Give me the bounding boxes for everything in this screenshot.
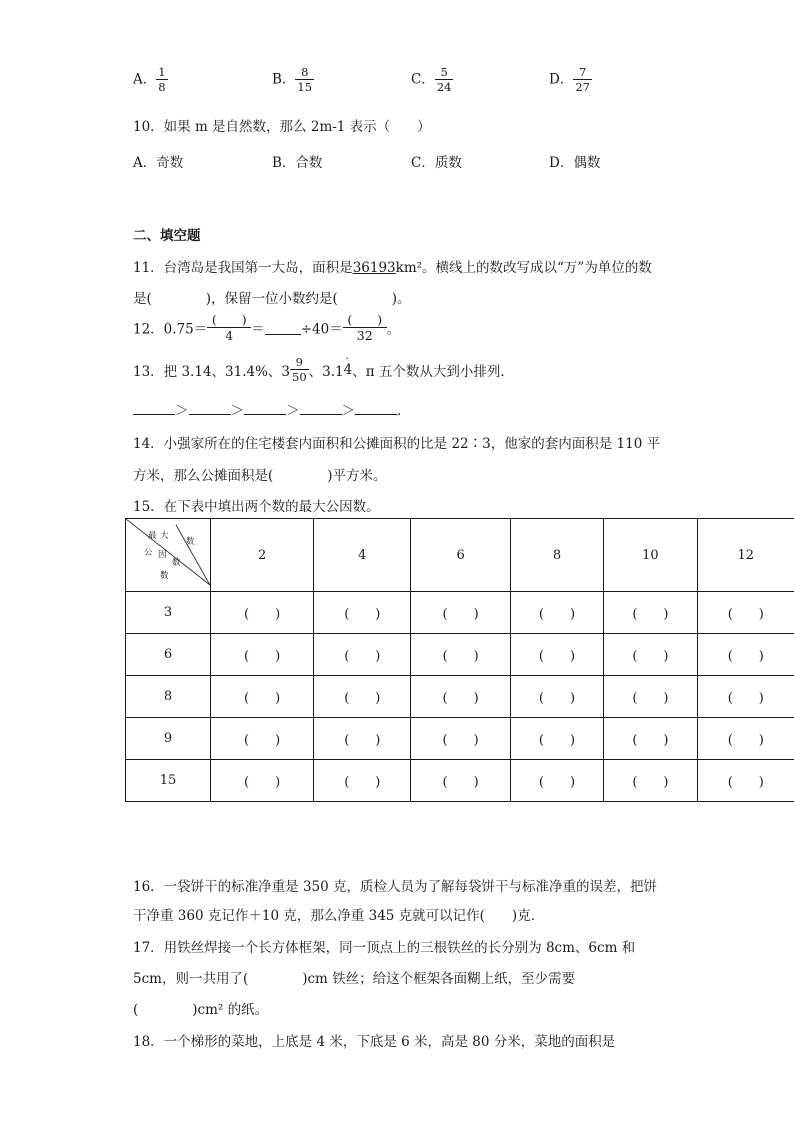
column-header: 2 <box>211 519 314 592</box>
answer-cell[interactable]: ( ) <box>697 760 794 802</box>
answer-cell[interactable]: ( ) <box>314 634 411 676</box>
table-row <box>126 634 794 676</box>
answer-cell[interactable]: ( ) <box>604 634 697 676</box>
answer-cell[interactable]: ( ) <box>314 676 411 718</box>
answer-cell[interactable]: ( ) <box>697 592 794 634</box>
answer-cell[interactable]: ( ) <box>211 634 314 676</box>
section-title: 二、填空题 <box>133 228 201 244</box>
table-row <box>126 760 794 802</box>
row-header: 15 <box>126 760 211 802</box>
fraction: $\frac{7}{27}$ <box>575 65 590 95</box>
answer-cell[interactable]: ( ) <box>211 760 314 802</box>
answer-blank <box>244 400 286 415</box>
q11-line2: 是( )，保留一位小数约是( )。 <box>133 291 411 307</box>
row-header: 8 <box>126 676 211 718</box>
q18-line1: 18．一个梯形的菜地，上底是 4 米，下底是 6 米，高是 80 分米，菜地的面积是 <box>133 1034 616 1050</box>
answer-cell[interactable]: ( ) <box>411 634 510 676</box>
q17-line3: ( )cm² 的纸。 <box>133 1002 269 1018</box>
column-header: 8 <box>510 519 603 592</box>
q14-line1: 14．小强家所在的住宅楼套内面积和公摊面积的比是 22∶3，他家的套内面积是 110 平 <box>133 436 661 452</box>
answer-cell[interactable]: ( ) <box>697 676 794 718</box>
answer-blank <box>265 320 301 335</box>
answer-blank <box>300 400 342 415</box>
q9-option-c: C． $\frac{5}{24}$ <box>411 65 452 95</box>
row-header: 3 <box>126 592 211 634</box>
q11-area: 36193 <box>352 260 396 276</box>
answer-cell[interactable]: ( ) <box>411 718 510 760</box>
answer-cell[interactable]: ( ) <box>314 760 411 802</box>
q17-line2: 5cm，则一共用了( )cm 铁丝；给这个框架各面糊上纸，至少需要 <box>133 971 576 987</box>
q9-option-d: D． $\frac{7}{27}$ <box>549 65 590 95</box>
q10-option-d: D．偶数 <box>549 155 601 171</box>
table-row <box>126 592 794 634</box>
answer-cell[interactable]: ( ) <box>510 634 603 676</box>
answer-cell[interactable]: ( ) <box>411 760 510 802</box>
fraction: $\frac{9}{50}$ <box>292 355 307 385</box>
column-header: 6 <box>411 519 510 592</box>
q10-option-b: B．合数 <box>272 155 323 171</box>
row-header: 6 <box>126 634 211 676</box>
gcd-table <box>125 518 794 802</box>
answer-cell[interactable]: ( ) <box>411 676 510 718</box>
q16-line1: 16．一袋饼干的标准净重是 350 克，质检人员为了解每袋饼干与标准净重的误差，把饼 <box>133 879 658 895</box>
answer-cell[interactable]: ( ) <box>510 718 603 760</box>
answer-cell[interactable]: ( ) <box>211 592 314 634</box>
column-header: 12 <box>697 519 794 592</box>
fraction: $\frac{1}{8}$ <box>158 65 166 95</box>
answer-cell[interactable]: ( ) <box>510 760 603 802</box>
answer-cell[interactable]: ( ) <box>314 592 411 634</box>
row-header: 9 <box>126 718 211 760</box>
answer-cell[interactable]: ( ) <box>604 718 697 760</box>
q11-line1: 11．台湾岛是我国第一大岛，面积是36193km²。横线上的数改写成以“万”为单位的数 <box>133 260 652 276</box>
q14-line2: 方米，那么公摊面积是( )平方米。 <box>133 468 387 484</box>
column-header: 4 <box>314 519 411 592</box>
fraction: $\frac{5}{24}$ <box>436 65 452 95</box>
q12: 12．0.75＝ $\frac{( )}{4}$ ＝ ÷40＝ $\frac{( )}{32}$ 。 <box>133 312 401 343</box>
column-header: 10 <box>604 519 697 592</box>
q17-line1: 17．用铁丝焊接一个长方体框架，同一顶点上的三根铁丝的长分别为 8cm、6cm 和 <box>133 940 636 956</box>
fraction-blank: $\frac{( )}{4}$ <box>207 312 251 343</box>
answer-blank <box>189 400 231 415</box>
q10-option-a: A．奇数 <box>133 155 184 171</box>
answer-cell[interactable]: ( ) <box>314 718 411 760</box>
answer-cell[interactable]: ( ) <box>510 676 603 718</box>
q13: 13．把 3.14、31.4%、3 $\frac{9}{50}$ 、3.1 · 4、π 五个数从大到小排列． <box>133 353 514 385</box>
q10-stem: 10．如果 m 是自然数，那么 2m-1 表示（ ） <box>133 119 431 135</box>
answer-cell[interactable]: ( ) <box>697 718 794 760</box>
answer-cell[interactable]: ( ) <box>604 760 697 802</box>
q10-option-c: C．质数 <box>411 155 462 171</box>
answer-cell[interactable]: ( ) <box>697 634 794 676</box>
q13-answer-line: ＞ ＞ ＞ ＞ ． <box>133 399 411 419</box>
answer-cell[interactable]: ( ) <box>411 592 510 634</box>
answer-cell[interactable]: ( ) <box>510 592 603 634</box>
q15-stem: 15．在下表中填出两个数的最大公因数。 <box>133 499 380 515</box>
answer-cell[interactable]: ( ) <box>604 676 697 718</box>
repeating-digit: · 4 <box>343 353 353 378</box>
table-row <box>126 676 794 718</box>
answer-cell[interactable]: ( ) <box>211 718 314 760</box>
q9-option-b: B． $\frac{8}{15}$ <box>272 65 313 95</box>
table-corner-cell: 最 大 公 因 数 数 数 <box>126 519 211 592</box>
fraction-blank: $\frac{( )}{32}$ <box>343 312 387 343</box>
answer-cell[interactable]: ( ) <box>211 676 314 718</box>
q16-line2: 干净重 360 克记作＋10 克，那么净重 345 克就可以记作( )克． <box>133 908 545 924</box>
answer-blank <box>133 400 175 415</box>
answer-cell[interactable]: ( ) <box>604 592 697 634</box>
table-row <box>126 718 794 760</box>
q9-option-a: A． $\frac{1}{8}$ <box>133 65 166 95</box>
fraction: $\frac{8}{15}$ <box>297 65 313 95</box>
answer-blank <box>355 400 397 415</box>
